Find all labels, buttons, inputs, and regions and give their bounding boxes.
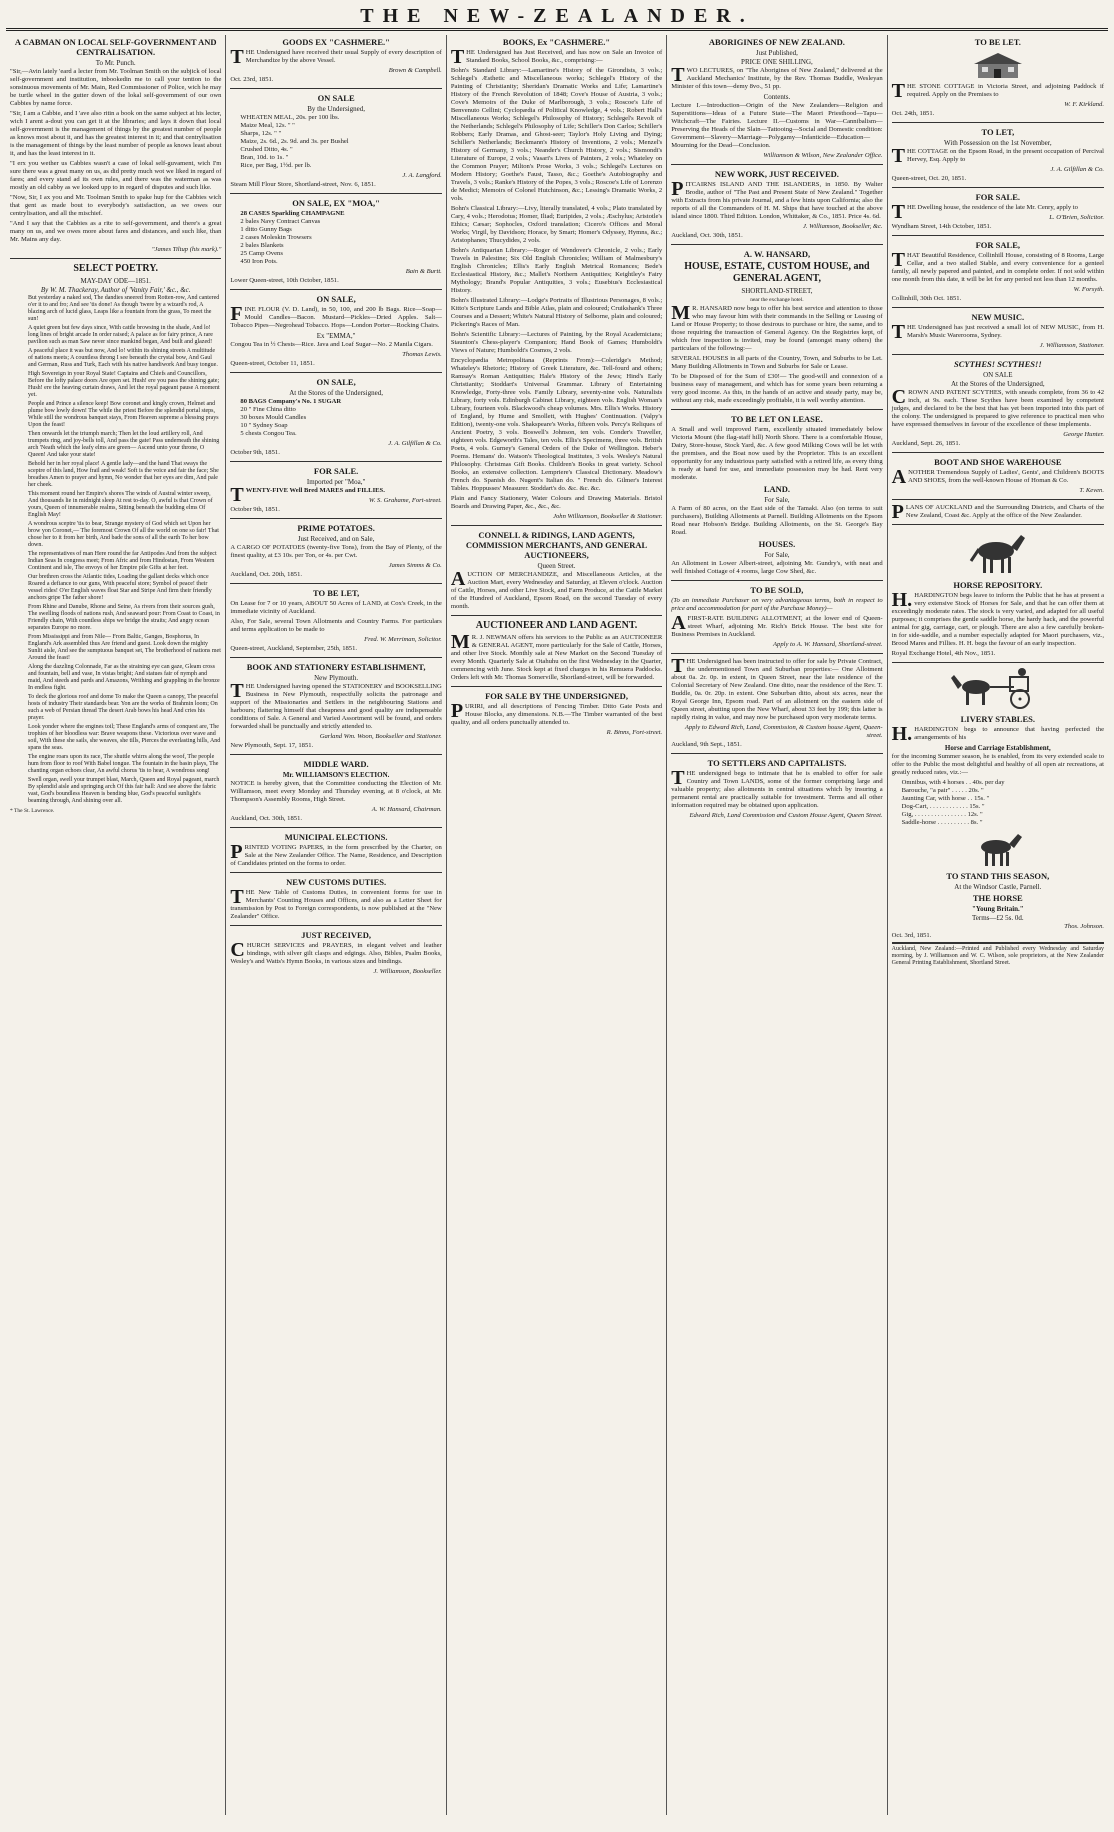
moa-line: 2 bales Navy Contract Canvas [240, 218, 321, 225]
cashmere-date: Oct. 23rd, 1851. [230, 76, 274, 83]
poem-stanza: A peaceful place it was but now, And lo! within its shining streets A multitude of nations meets; A countless throng I see beneath the crystal bow, And Gaul and German, Russ and Turk, Each with his native handiwork And busy tongue. [28, 348, 218, 368]
poetry-title: SELECT POETRY. [73, 263, 159, 274]
livery-title: LIVERY STABLES. [960, 714, 1035, 724]
sale1-line: Bran, 10d. to 1s. " [240, 154, 289, 161]
customs-title: NEW CUSTOMS DUTIES. [286, 877, 387, 887]
let1-signature: W. F. Kirkland. [1064, 101, 1105, 108]
let2-title: TO LET, [981, 127, 1015, 137]
divider [892, 354, 1104, 355]
divider [230, 583, 441, 584]
sale3-line: 10 " Sydney Soap [240, 422, 288, 429]
cashmere-signature: Brown & Campbell. [388, 67, 442, 74]
let1-title: TO BE LET. [974, 37, 1021, 47]
divider [451, 615, 662, 616]
let1-date: Oct. 24th, 1851. [891, 110, 935, 117]
boot-title: BOOT AND SHOE WAREHOUSE [934, 457, 1062, 467]
imprint: Auckland, New Zealand:—Printed and Published every Wednesday and Saturday morning, by J. Williamson and W. C. Wilson, sole proprietors, at the New Zealander General Printing Establishment, Shortland Street. [892, 942, 1104, 967]
column-1 [6, 35, 226, 1815]
divider [230, 88, 441, 89]
newwork-date: Auckland, Oct. 30th, 1851. [671, 232, 743, 239]
stand-terms: Terms—£2 5s. 0d. [972, 914, 1024, 922]
sale3-date: October 9th, 1851. [230, 449, 280, 456]
poem-stanza: People and Prince a silence keep! Bow coronet and kingly crown, Helmet and plume bow lowly down! The while the priest Before the splendid portal steps, While still the wondrous banquet stays, From Heaven supreme a blessing prays Upon the feast! [28, 401, 219, 428]
houses-title: HOUSES. [758, 539, 796, 549]
divider [892, 187, 1104, 188]
auction-title: AUCTIONEER AND LAND AGENT. [475, 620, 638, 631]
let-title: TO BE LET, [313, 588, 360, 598]
divider [892, 524, 1104, 525]
moa-place: Lower Queen-street, 10th October, 1851. [230, 277, 339, 284]
newwork-body: PITCAIRNS ISLAND AND THE ISLANDERS, in 1850. By Walter Brodie, author of "The Past and Present State of New Zealand." Together with Extracts from his private Journal, and a few hints upon California; also the reports of all the Commanders of H. M. Ships that have touched at the above island since 1800. Third Edition. London, Whittaker, & Co., 1851. Price 4s. 6d. [671, 178, 883, 220]
abor-body: TWO LECTURES, on "The Aborigines of New Zealand," delivered at the Auckland Mechanics' Institute, by the Rev. Thomas Buddle, Wesleyan Minister of this town—demy 8vo., 51 pp. [671, 64, 883, 90]
rich-date: Auckland, 9th Sept., 1851. [671, 741, 742, 748]
potatoes-body: A CARGO OF POTATOES (twenty-five Tons), from the Bay of Plenty, of the finest quality, at £3 10s. per Ton, or 4s. per Cwt. [230, 544, 442, 559]
muni-title: MUNICIPAL ELECTIONS. [284, 832, 388, 842]
divider [671, 653, 882, 654]
divider [451, 525, 662, 526]
poem-stanza: The representatives of man Here round the far Antipodes And from the subject Indian Seas In congress meet; From Afric and from Hindostan, From Western Continent and isle, The envoys of her Empire pile Gifts at her feet. [28, 551, 217, 571]
divider [892, 662, 1104, 663]
divider [230, 925, 441, 926]
poem-stanza: Then onwards let the triumph march; Then let the loud artillery roll, And trumpets ring, and joy-bells toll, And pass the gate! Pass underneath the shining arch 'Neath which the leafy elms are green— Ascend unto your throne, O Queen! And take your state! [28, 431, 220, 458]
forsale-sub: Imported per "Moa," [306, 478, 366, 486]
boot-body: ANOTHER Tremendous Supply of Ladies', Gents', and Children's BOOTS AND SHOES, from the well-known House of Homan & Co. [891, 466, 1105, 488]
sale1-line: WHEATEN MEAL, 20s. per 100 lbs. [240, 114, 340, 121]
books-paragraph: Encyclopædia Metropolitana (Reprints From):—Coleridge's Method; Whateley's Rhetoric; History of Greek Literature, &c. Tell-fourd and others; Ramsay's Roman Antiquities; Hale's History of the Jews; Hind's Early Christianity; Stoddart's Universal Grammar. Library of Entertaining Knowledge, Forty-three vols. Family Library, seventy-nine vols. Naturalists Library, forty vols. Edinburgh Cabinet Library, eighteen vols. English Woman's Library, fourteen vols. Blackwood's cheap volumes. Mrs. Ellis's Works. History of England, by Hume and Smollett, with Hughes' Continuation. (Valpy's Edition), twenty-one vols. Shakspeare's Works, fifteen vols. Percy's Reliques of Ancient Poetry, 3 vols. Boswell's Johnson, ten vols. Conder's Traveller, eighteen vols. Edgeworth's Tales, ten vols. Ellis's Specimens, three vols. British Poets, 4 vols. Gurney's General Orders of the Duke of Wellington. Heber's Poems. Hemans' do. Watson's Theological Institutes, 3 vols. Wesley's Natural Philosophy. Christmas Gift Books. Children's Books in great variety. School Books, an extensive collection. Lempriere's Classical Dictionary. Meadow's French do. Spanish do. Nugent's Italian do. " French do. Gilmer's Interest Tables. Hoppusses' Measurer. Stoddart's do. &c. &c. &c. [450, 357, 663, 492]
horse-carriage-illustration-icon [948, 667, 1048, 711]
stand-date: Oct. 3rd, 1851. [891, 932, 932, 939]
church-title: JUST RECEIVED, [301, 930, 371, 940]
ward-sub: Mr. WILLIAMSON'S ELECTION. [282, 771, 390, 779]
hansard-houses: SEVERAL HOUSES in all parts of the Country, Town, and Suburbs to be Let. Many Building Allotments in Town and Suburbs for Sale or Lease. [671, 355, 883, 370]
church-body: CHURCH SERVICES and PRAYERS, in elegant velvet and leather bindings, with silver gilt clasps and edgings. Also, Bibles, Psalm Books, Wesley's and Watts's Hymn Books, in various sizes and bindings. [230, 939, 442, 965]
sale2-body: THAT Beautiful Residence, Collinhill House, consisting of 8 Rooms, Large Cellar, and a two stalled Stable, and every convenience for a genteel family, all newly papered and painted, and in complete order. If not sold within one month from this date, it will be let for any period not less than 12 months. [891, 249, 1105, 283]
divider [671, 244, 882, 245]
divider [230, 289, 441, 290]
cashmere-body: THE Undersigned have received their usual Supply of every description of Merchandize by the above Vessel. [230, 46, 442, 68]
hansard-body: MR. HANSARD now begs to offer his best service and attention to those who may favour him with their commands in the Selling or Leasing of Land or House Property; to those desirous to purchase or hire, the same, and to those requiring the transaction of General Agency. On the Registries kept, of which free inspection is invited, may be found (amongst many others) the particulars of the following:— [671, 302, 883, 352]
sale3-title: ON SALE, [316, 377, 356, 387]
livery-body: H.HARDINGTON begs to announce that having perfected the arrangements of his [891, 723, 1105, 745]
hansard-title2: HOUSE, ESTATE, CUSTOM HOUSE, and GENERAL AGENT, [684, 261, 870, 284]
sale1-title: ON SALE [317, 93, 355, 103]
divider [892, 452, 1104, 453]
livery-body2: for the incoming Summer season, he is enabled, from its very extended scale to offer to the Public the most delightful and healthy of all open air recreations, at greatly reduced rates, viz.:— [891, 753, 1105, 776]
let-signature: Fred. W. Merriman, Solicitor. [364, 636, 442, 643]
sale1-body: THE Dwelling house, the residence of the late Mr. Cenry, apply to [891, 201, 1078, 223]
books-title: BOOKS, Ex "CASHMERE." [502, 37, 611, 47]
moa-line: 2 bales Blankets [240, 242, 284, 249]
poem-stanza: From Rhine and Danube, Rhone and Seine, As rivers from their sources gush, The swelling floods of nations rush, And seaward pour: From Coast to Coast, in Friendly chain, With countless ships we bridge the straits; And angry ocean separates Europe no more. [28, 604, 220, 631]
books-paragraph: Bohn's Classical Library:—Livy, literally translated, 4 vols.; Plato translated by Cary, 4 vols.; Herodotus; Homer, Iliad; Euripides, 2 vols.; Æschylus; Aristotle's Ethics; Cæsar; Sophocles, Oxford translation; Cicero's Offices and Moral Works; Virgil, by Davidson; Horace, by Smart; Homer's Odyssey, Hymns, &c.; Aristophanes; Thucydides, 2 vols. [450, 205, 663, 244]
divider [230, 754, 441, 755]
auction-body: MR. J. NEWMAN offers his services to the Public as an AUCTIONEER & GENERAL AGENT, more particularly for the Sale of Cattle, Horses, and other live Stock. Monthly sale at New Market on the Second Tuesday of every Month. Quarterly Sale at Otahuhu on the first Wednesday in the Quarter, commencing with June. Stock kept at fixed charges in his Remuera Paddocks. Orders left with Mr. Thomas Somerville, Shortland-street, will be forwarded. [450, 631, 663, 681]
stand-sub: At the Windsor Castle, Parnell. [954, 883, 1042, 891]
divider [10, 258, 221, 259]
ward-title: MIDDLE WARD. [303, 759, 369, 769]
poem-stanza: A wondrous sceptre 'tis to bear, Strange mystery of God which set Upon her brow yon Coronet,— The foremost Crown Of all the world on one so fair! That chose her to it from her birth, And bade the sons of all the earth To her bow down. [28, 521, 219, 548]
rich-signature: Apply to Edward Rich, Land, Commission, & Custom house Agent, Queen-street. [684, 724, 883, 739]
potatoes-signature: James Simms & Co. [388, 562, 442, 569]
settlers-title: TO SETTLERS AND CAPITALISTS. [707, 758, 847, 768]
connell-body: AUCTION OF MERCHANDIZE, and Miscellaneous Articles, at the Auction Mart, every Wednesday and Saturday, at Eleven o'clock. Auction of Cattle, Horses, and other Live Stock, and Farm Produce, at the Cattle Market of the Hundred of Auckland, Epsom Road, on the second Tuesday of every month. [450, 568, 663, 610]
poem-stanza: High Sovereign in your Royal State! Captains and Chiefs and Councillors, Before the lofty palace doors Are open set. Hush! ere you pass the shining gate; Hush! ere the heaving curtain draws, And let the royal pageant pause A moment yet. [28, 371, 220, 398]
poem-stanza: Swell organ, swell your trumpet blast, March, Queen and Royal pageant, march By splendid aisle and springing arch Of this fair hall: And see above the fabric vast, God's boundless Heaven is bending blue, God's peaceful sunlight's beaming through, And shining over all. [28, 777, 220, 804]
moa-line: 450 Iron Pots. [240, 258, 278, 265]
sale2-signature: Thomas Lewis. [402, 351, 442, 358]
poem-title: MAY-DAY ODE—1851. [80, 277, 151, 285]
divider [230, 372, 441, 373]
livery-sub: Horse and Carriage Establishment, [944, 744, 1051, 752]
stand-title: TO STAND THIS SEASON, [946, 871, 1050, 881]
sale3-signature: J. A. Gilfillan & Co. [388, 440, 442, 447]
book-title: BOOK AND STATIONERY ESTABLISHMENT, [246, 662, 426, 672]
poem-stanza: This moment round her Empire's shores The winds of Austral winter sweep, And thousands lie in midnight sleep At rest to-day. O, awful is that Crown of yours, Queen of innumerable realms, Sitting beneath the budding elms Of English May! [28, 491, 213, 518]
sale2-title: ON SALE, [316, 294, 356, 304]
puriri-title: FOR SALE BY THE UNDERSIGNED, [485, 691, 628, 701]
abor-signature: Williamson & Wilson, New Zealander Office. [763, 152, 883, 159]
let2-sub: With Possession on the 1st November, [944, 139, 1052, 147]
sale1-line: Crushed Ditto, 4s. " [240, 146, 293, 153]
livery-rate: Dog-Cart, . . . . . . . . . . . . 15s. " [901, 803, 985, 810]
cashmere-title: GOODS EX "CASHMERE." [282, 37, 390, 47]
scythes-signature: George Hunter. [1063, 431, 1105, 438]
customs-body: THE New Table of Customs Duties, in convenient forms for use in Merchants' Counting Houses and Offices, and also as a Letter Sheet for transmission by Post to Foreign correspondents, is now published at the "New Zealander" Office. [230, 886, 442, 920]
hansard-title: A. W. HANSARD, [743, 249, 811, 259]
divider [230, 518, 441, 519]
books-paragraph: Plain and Fancy Stationery, Water Colours and Drawing Materials. Bristol Boards and Drawing Paper, &c., &c., &c. [450, 495, 663, 510]
column-2 [226, 35, 446, 1815]
poem-stanza: From Mississippi and from Nile— From Baltic, Ganges, Bosphorus, In England's Ark assembled thus Are friend and guest. Look down the mighty Sunlit aisle, And see the sumptuous banquet set, The brotherhood of nations met Around the feast! [28, 634, 221, 661]
sale1-signature: L. O'Brien, Solicitor. [1049, 214, 1105, 221]
abor-contents-title: Contents. [763, 93, 791, 101]
livery-rate: Barouche, "a pair" . . . . . 20s. " [901, 787, 984, 794]
sale1-line: Sharps, 12s. " " [240, 130, 282, 137]
music-signature: J. Williamson, Stationer. [1039, 342, 1105, 349]
hansard-dispose: To be Disposed of for the Sum of £30!— The good-will and connexion of a business easy of management, and which has for some years been returning a very good income. As this, in the hands of an active and steady party, may be, without any risk, made exceedingly profitable, it is well worthy attention. [671, 373, 883, 404]
moa-signature: Bain & Burtt. [405, 268, 442, 275]
books-paragraph: Bohn's Scientific Library:—Lectures of Painting, by the Royal Academicians; Staunton's Chess-player's Companion; Hand Book of Games; Humboldt's Views of Nature; Humboldt's Cosmos, 2 vols. [450, 331, 663, 354]
cabman-paragraph: "And I say that the Cabbies as a rite to self-government, and there's a great many on us, and we owes more about fares and distances, and such like, than Mr. Mains any day. [10, 220, 222, 243]
sale2-date: Collinhill, 30th Oct. 1851. [891, 295, 962, 302]
divider [230, 827, 441, 828]
land-sub: For Sale, [764, 496, 790, 504]
forsale-body: TWENTY-FIVE Well Bred MARES and FILLIES. [230, 484, 385, 506]
lease-body: A Small and well improved Farm, excellently situated immediately below Victoria Mount (the flag-staff hill) North Shore. There is a comfortable House, Dairy, Store-house, Stock Yard, &c. A few good Milking Cows will be let with the premises, and the Boat now used by the Proprietor. This is an excellent opportunity for any industrious party satisfied with a retired life, as every thing is ready at hand for use, and immediate possession may be had. Rent very moderate. [671, 426, 883, 481]
houses-sub: For Sale, [764, 551, 790, 559]
column-3 [447, 35, 667, 1815]
book-body: THE Undersigned having opened the STATIONERY and BOOKSELLING Business in New Plymouth, respectfully solicits the patronage and support of the Missionaries and Settlers in the neighbouring Stations and harbours; flattering himself that cheapness and good quality are indispensable conditions of Sale. A General and Varied Assortment will be found, and orders forwarded shall be punctually and strictly attended to. [230, 680, 442, 730]
scythes-title: SCYTHES! SCYTHES!! [954, 359, 1042, 369]
tobesold-title: TO BE SOLD, [750, 585, 804, 595]
cabman-to: To Mr. Punch. [95, 59, 136, 67]
connell-title: CONNELL & RIDINGS, LAND AGENTS, COMMISSION MERCHANTS, AND GENERAL AUCTIONEERS, [465, 530, 648, 560]
sale2-body: FINE FLOUR (V. D. Land), in 50, 100, and 200 lb Bags. Rice—Soap—Mould Candles—Bacon. Mustard—Pickles—Dried Apples. Salt—Tobacco Pipes—Negrohead Tobacco. Hops—London Porter—Rocking Chairs. [230, 303, 442, 329]
settlers-signature: Edward Rich, Land Commission and Custom House Agent, Queen Street. [689, 812, 883, 819]
books-paragraph: Bohn's Antiquarian Library:—Roger of Wendover's Chronicle, 2 vols.; Early Travels in Palestine; Six Old English Chronicles; William of Malmesbury's English Chronicles; Ellis's Early English Metrical Romances; Bede's Ecclesiastical History, &c.; Mallet's Northern Antiquities; Keightley's Fairy Mythology; Brand's Popular Antiquities, 3 vols.; Eusebius's Ecclesiastical History. [450, 247, 663, 294]
poem-stanza: Our brethren cross the Atlantic tides, Loading the gallant decks which once Roared a defiance to our guns, With peaceful store; Symbol of peace! their vessel rides! O'er English waves float Star and Stripe And firm their friendly anchors gripe The father shore! [28, 574, 212, 601]
moa-line: 2 cases Moleskin Trowsers [240, 234, 312, 241]
sale2-place: Queen-street, October 11, 1851. [230, 360, 315, 367]
moa-list [240, 210, 441, 266]
horse-illustration-icon [963, 529, 1033, 577]
divider [671, 753, 882, 754]
land-title: LAND. [763, 484, 791, 494]
column-5 [888, 35, 1108, 1815]
abor-contents: Lecture I.—Introduction—Origin of the New Zealanders—Religion and Superstitions—Ideas of a Future State—The Maori Priesthood—Tapu—Witchcraft—The Fairies. Lecture II.—Customs in War—Cannibalism—Preserving the Heads of the Slain—Tattooing—Social and Domestic condition: Government—Slavery—Marriage—Polygamy—Infanticide—Education—Mourning for the Dead—Conclusion. [671, 102, 883, 149]
sale2-ex: Ex "EMMA," [316, 332, 356, 340]
poem-stanza: Look yonder where the engines toil; These England's arms of conquest are, The trophies of her bloodless war: Brave weapons these. Victorious over wave and soil, With these she sails, she weaves, she tills, Pierces the everlasting hills, And spans the seas. [28, 724, 221, 751]
divider [671, 580, 882, 581]
divider [451, 686, 662, 687]
livery-rates [902, 779, 1104, 827]
tobesold-body: AFIRST-RATE BUILDING ALLOTMENT, at the lower end of Queen-street Wharf, adjoining Mr. Rich's Brick House. The best site for Business Premises in Auckland. [671, 612, 883, 638]
forsale-title: FOR SALE. [313, 466, 359, 476]
moa-line: 25 Camp Ovens [240, 250, 283, 257]
sale3-line: 80 BAGS Company's No. 1 SUGAR [240, 398, 342, 405]
houses-body: An Allotment in Lower Albert-street, adjoining Mr. Gundry's, with neat and well finished Cottage of 4 rooms, large Cow Shed, &c. [671, 560, 883, 575]
divider [230, 461, 441, 462]
divider [671, 164, 882, 165]
book-date: New Plymouth, Sept. 17, 1851. [230, 742, 314, 749]
poem-stanza: Behold her in her royal place! A gentle lady—and the hand That sways the sceptre of this land, How frail and weak! Soft is the voice and fair the face; She breathes Amen to prayer and hymn, No wonder that her eyes are dim, And pale her cheek. [28, 461, 219, 488]
cabman-paragraph: "Sir, I am a Cabbie, and I 'ave also ritin a book on the same subject at his lecter, wich I arent a-dout you can get it at the libraries; and lays it down that local self-government is the management of things by the greatest number of people as knows most about it, and has the greatest interest in it; and that centrylisation is the management of things by the least number of people as knows least about it, and has the least interest in it. [10, 110, 222, 157]
book-signature: Garland Wm. Woon, Bookseller and Stationer. [319, 733, 442, 740]
poem-footnote: * The St. Lawrence. [10, 808, 55, 814]
stallion-illustration-icon [968, 830, 1028, 868]
sale1-signature: J. A. Langford. [402, 172, 442, 179]
music-body: THE Undersigned has just received a small lot of NEW MUSIC, from H. Marsh's Music Warerooms, Sydney. [891, 321, 1105, 343]
book-sub: New Plymouth. [314, 674, 359, 682]
plans-body: PLANS OF AUCKLAND and the Surrounding Districts, and Charts of the New Zealand, Coast &c. Apply at the office of the New Zealander. [891, 501, 1105, 523]
abor-sub1: Just Published, [755, 49, 798, 57]
potatoes-date: Auckland, Oct. 20th, 1851. [230, 571, 303, 578]
newwork-title: NEW WORK, JUST RECEIVED. [714, 169, 839, 179]
let2-body: THE COTTAGE on the Epsom Road, in the present occupation of Percival Hervey, Esq. Apply to [891, 145, 1105, 167]
hansard-sub: SHORTLAND-STREET, [741, 287, 813, 295]
sale2-signature: W. Forsyth. [1073, 286, 1105, 293]
sale3-sub: At the Stores of the Undersigned, [289, 389, 383, 397]
scythes-date: Auckland, Sept. 26, 1851. [891, 440, 961, 447]
scythes-body: CROWN AND PATENT SCYTHES, with sneads complete, from 36 to 42 inch, at 9s. each. These Scythes have been examined by competent judges, and declared to be the best that has yet been imported into this part of the colony. The undersigned is prepared to give reference to practical men who have expressed themselves in favour of the excellence of these implements. [891, 386, 1105, 428]
abor-sub2: PRICE ONE SHILLING, [741, 58, 813, 66]
poem-stanza: Along the dazzling Colonnade, Far as the straining eye can gaze, Gleam cross and fountain, bell and vase, In vistas bright; And statues fair of nymph and maid, And steeds and pards and Amazons, Writhing and grappling in the bronze In endless fight. [28, 664, 220, 691]
abor-title: ABORIGINES OF NEW ZEALAND. [708, 37, 845, 47]
lease-title: TO BE LET ON LEASE. [731, 414, 823, 424]
boot-signature: T. Keven. [1079, 487, 1105, 494]
poem-stanza: To deck the glorious roof and dome To make the Queen a canopy, The peaceful hosts of industry Their standards bear. Yon are the works of Brahmin loom; On such a web of Persian thread The desert Arab bows his head And cries his prayer. [28, 694, 219, 721]
poem-stanza: The engine roars upon its race, The shuttle whirrs along the woof, The people hum from floor to roof With Babel tongue. The fountain in the basin plays, The chanting organ echoes clear, An awful chorus 'tis to hear, A wondrous song! [28, 754, 219, 774]
horse-title: HORSE REPOSITORY. [953, 580, 1043, 590]
settlers-body: THE undersigned begs to intimate that he is enabled to offer for sale Country and Town LANDS, some of the former comprising large and valuable property; also allotments in central situations which by insuring a permanent rental are practically suitable for investment. Terms and all other information required may be obtained upon application. [671, 767, 883, 809]
sale2-ex-body: Congou Tea in ½ Chests—Rice. Java and Loaf Sugar—No. 2 Manila Cigars. [230, 341, 433, 348]
cabman-title: A CABMAN ON LOCAL SELF-GOVERNMENT AND CENTRALISATION. [14, 37, 217, 57]
let-place: Queen-street, Auckland, September, 25th, 1851. [230, 645, 358, 652]
sale2-title: FOR SALE, [975, 240, 1021, 250]
divider [892, 499, 1104, 500]
sale3-line: 5 chests Congou Tea. [240, 430, 297, 437]
divider [892, 122, 1104, 123]
stand-horse: THE HORSE [972, 893, 1023, 903]
stand-name: "Young Britain." [971, 905, 1024, 913]
moa-line: 1 ditto Gunny Bags [240, 226, 292, 233]
horse-body: H.HARDINGTON begs leave to inform the Public that he has at present a very extensive Stock of Horses for Sale, and that he can offer them at exceedingly moderate rates. The stock is very varied, and adapted for all useful purposes; it comprises the gentle saddle horse, the hardy hack, and the powerful animal for gig, carriage, cart, or plough. There are also a few carefully broken-in for side-saddle, and a number especially adapted for Maori purchasers, viz., Brood Mares and Fillies. H. H. begs the favour of an early inspection. [891, 589, 1105, 647]
ward-signature: A. W. Hansard, Chairman. [371, 806, 442, 813]
potatoes-sub: Just Received, and on Sale, [297, 535, 375, 543]
land-body: A Farm of 80 acres, on the East side of the Tamaki. Also (on terms to suit purchasers), Building Allotments at Parnell. Building Allotments on the Epsom Road near Hobson's Bridge. Building Allotments, on the St. George's Bay Road. [671, 505, 883, 536]
forsale-signature: W. S. Grahame, Fort-street. [368, 497, 442, 504]
divider [230, 657, 441, 658]
divider [230, 872, 441, 873]
scythes-sub2: At the Stores of the Undersigned, [950, 380, 1045, 388]
church-signature: J. Williamson, Bookseller. [373, 968, 442, 975]
divider [892, 235, 1104, 236]
scythes-sub: ON SALE [983, 371, 1013, 379]
divider [671, 409, 882, 410]
moa-line: 28 CASES Sparkling CHAMPAGNE [240, 210, 345, 217]
sale1-line: Maize Meal, 12s. " " [240, 122, 295, 129]
let-also: Also, For Sale, several Town Allotments and Country Farms. For particulars and terms application to be made to [230, 618, 442, 633]
sale1-place: Steam Mill Flour Store, Shortland-street, Nov. 6, 1851. [230, 181, 376, 188]
sale1-line: Rice, per Bag, 1½d. per lb. [240, 162, 312, 169]
poem-author: By W. M. Thackeray, Author of 'Vanity Fair,' &c., &c. [40, 286, 191, 294]
forsale-date: October 9th, 1851. [230, 506, 280, 513]
stand-signature: Thos. Johnson. [1064, 923, 1105, 930]
let1-body: THE STONE COTTAGE in Victoria Street, and adjoining Paddock if required. Apply on the Premises to [891, 80, 1105, 102]
books-intro: THE Undersigned has Just Received, and has now on Sale an Invoice of Standard Books, School Books, &c., comprising:— [450, 46, 663, 68]
connell-sub: Queen Street. [537, 562, 576, 570]
hansard-sub2: near the exchange hotel. [750, 297, 804, 303]
puriri-signature: R. Binns, Fort-street. [606, 729, 663, 736]
cabman-paragraph: "I erx you wether us Cabbies wasn't a case of lokal self-guvament, wich I'm sure there was a great many on us, as did pretty much wot we liked in regard of fares; and every stand ad its own rules, and there was the waterman as was mostly an old cabby as we looked upp to in regard of disputes and such like. [10, 160, 222, 191]
cottage-illustration-icon [968, 50, 1028, 80]
livery-rate: Omnibus, with 4 horses . . 40s. per day [901, 779, 1005, 786]
sale1-list [240, 114, 441, 170]
livery-rate: Gig, . . . . . . . . . . . . . . . . 12s. " [901, 811, 983, 818]
masthead: THE NEW-ZEALANDER. [6, 4, 1108, 31]
horse-place: Royal Exchange Hotel, 4th Nov., 1851. [891, 650, 996, 657]
cabman-signature: "James Tiltup (his mark)." [151, 246, 222, 253]
ward-body: NOTICE is hereby given, that the Committee conducting the Election of Mr. Williamson, meet every Monday and Thursday evening, at 8 o'clock, at Mr. Thompson's Assembly Rooms, High Street. [230, 780, 442, 803]
books-signature: John Williamson, Bookseller & Stationer. [553, 513, 663, 520]
livery-rate: Jaunting Car, with horse . . 15s. " [901, 795, 990, 802]
let2-signature: J. A. Gilfillan & Co. [1050, 166, 1105, 173]
rich-body: THE Undersigned has been instructed to offer for sale by Private Contract, the undermentioned Town and Suburban properties:— One Allotment about 0a. 2r. 0p. in extent, in Queen Street, near the late residence of the Colonial Secretary of New Zealand. One ditto, near the residence of the Rev. T. Buddle, 0a. 0r. 20p. in extent. One Suburban ditto, about six acres, near the Royal George Inn, Epsom road. Part of an allotment on the eastern side of Queen street, abutting upon the New Wharf, about 33 feet by 199; this latter is rapidly rising in value, and may now be purchased upon very moderate terms. [671, 655, 883, 721]
livery-rate: Saddle-horse . . . . . . . . . . 8s. " [901, 819, 983, 826]
sale3-list [240, 398, 441, 438]
column-4 [667, 35, 887, 1815]
music-title: NEW MUSIC. [971, 312, 1025, 322]
divider [892, 307, 1104, 308]
tobesold-signature: Apply to A. W. Hansard, Shortland-street. [773, 641, 883, 648]
books-paragraph: Bohn's Standard Library:—Lamartine's History of the Girondists, 3 vols.; Schlegel's Æsthetic and Miscellaneous works; Schlegel's History of the Painting of Christianity; Sheridan's Dramatic Works and Life; Lamartine's History of the French Revolution of 1848; Cove's House of Austria, 3 vols.; Cove's Memoirs of the Duke of Marlborough, 3 vols.; Roscoe's Life of Benvenuto Cellini; Cyclopædia of Political Knowledge, 4 vols.; Robert Hall's Miscellaneous Works; Schlegel's Philosophy of History; Schlegel's Revolt of the Netherlands; Schlegel's Philosophy of Life; Schiller's Don Carlos; Schiller's Robbers; Early Dramas, and Ghost-seer; Taylor's Holy Living and Dying; Schiller's Netherlands; Beckmann's History of Inventions, 2 vols.; Menzel's History of Germany, 3 vols.; Neander's Church History, 2 vols.; Sismondi's Literature of Europe, 2 vols.; Vasari's Lives of Painters, 2 vols.; Whateley on the Common Prayer; Milton's Prose Works, 3 vols.; Schlegel's Lectures on Modern History; Goethe's Faust, Tasso, &c.; Goethe's Autobiography and Travels, 3 vols.; Ranke's History of the Popes, 3 vols.; Roscoe's Life of Lorenzo de Medici; Memoirs of Colonel Hutchinson, &c.; Lessing's Dramatic Works, 2 vols. [450, 67, 663, 202]
newwork-signature: J. Williamson, Bookseller, &c. [802, 223, 883, 230]
sale3-line: 30 boxes Mould Candles [240, 414, 307, 421]
sale1-title: FOR SALE. [975, 192, 1021, 202]
muni-body: PRINTED VOTING PAPERS, in the form prescribed by the Charter, on Sale at the New Zealander Office. The Name, Residence, and Description of Candidates printed on the forms to order. [230, 841, 442, 867]
moa-title: ON SALE, EX "MOA," [292, 198, 380, 208]
books-paragraph: Bohn's Illustrated Library:—Lodge's Portraits of Illustrious Personages, 8 vols.; Kitto's Scripture Lands and Bible Atlas, plain and coloured; Cruikshank's Three Courses and a Dessert; White's Natural History of Selborne, plain and coloured; Pickering's Races of Man. [450, 297, 663, 328]
sale1-line: Maize, 2s. 6d., 2s. 9d. and 3s. per Bushel [240, 138, 349, 145]
puriri-body: PURIRI, and all descriptions of Fencing Timber. Ditto Gate Posts and House Blocks, any dimensions. N.B.—The Timber warranted of the best quality, and all orders punctually attended to. [450, 700, 663, 726]
sale1-date: Wyndham Street, 14th October, 1851. [891, 223, 992, 230]
let-body: On Lease for 7 or 10 years, ABOUT 50 Acres of LAND, at Cox's Creek, in the immediate vicinity of Auckland. [230, 600, 442, 615]
sale1-sub: By the Undersigned, [307, 105, 365, 113]
cabman-paragraph: "Sir,—Avin lately 'eard a lecter from Mr. Toolman Smith on the subjick of local self-government and institution, inbookedin me to call your tention to the sonsinuous movements of Mr. Main, Red Commissioner of Police, wich he may be turtle wheel in the gutter down of the lokal self-government of our own Cabbies by name force. [10, 68, 222, 107]
ward-date: Auckland, Oct. 30th, 1851. [230, 815, 303, 822]
tobesold-italic: (To an immediate Purchaser on very advantageous terms, both in respect to price and accommodation for part of the Purchase Money)— [671, 597, 883, 612]
poem-stanza: A quiet green but few days since, With cattle browsing in the shade, And lo! long lines of bright arcade In order raised; A palace as for fairy prince, A rare pavilion such as man Saw never since mankind began, And built and glazed! [28, 325, 213, 345]
sale3-line: 20 " Fine China ditto [240, 406, 296, 413]
potatoes-title: PRIME POTATOES. [297, 523, 375, 533]
cabman-paragraph: "Now, Sir, I ax you and Mr. Toolman Smith to spake hup for the Cabbies wich that gent as made bout to everybody's satisfaction, as we owes our centrylisation, and all the mischief. [10, 194, 222, 217]
divider [230, 193, 441, 194]
poem-stanza: But yesterday a naked sod, The dandies sneered from Rotten-row, And cantered o'er it to and fro; And see 'tis done! As though 'twere by a wizard's rod, A blazing arch of lucid glass, Leaps like a fountain from the grass, To meet the sun! [28, 295, 220, 322]
let2-date: Queen-street, Oct. 20, 1851. [891, 175, 967, 182]
